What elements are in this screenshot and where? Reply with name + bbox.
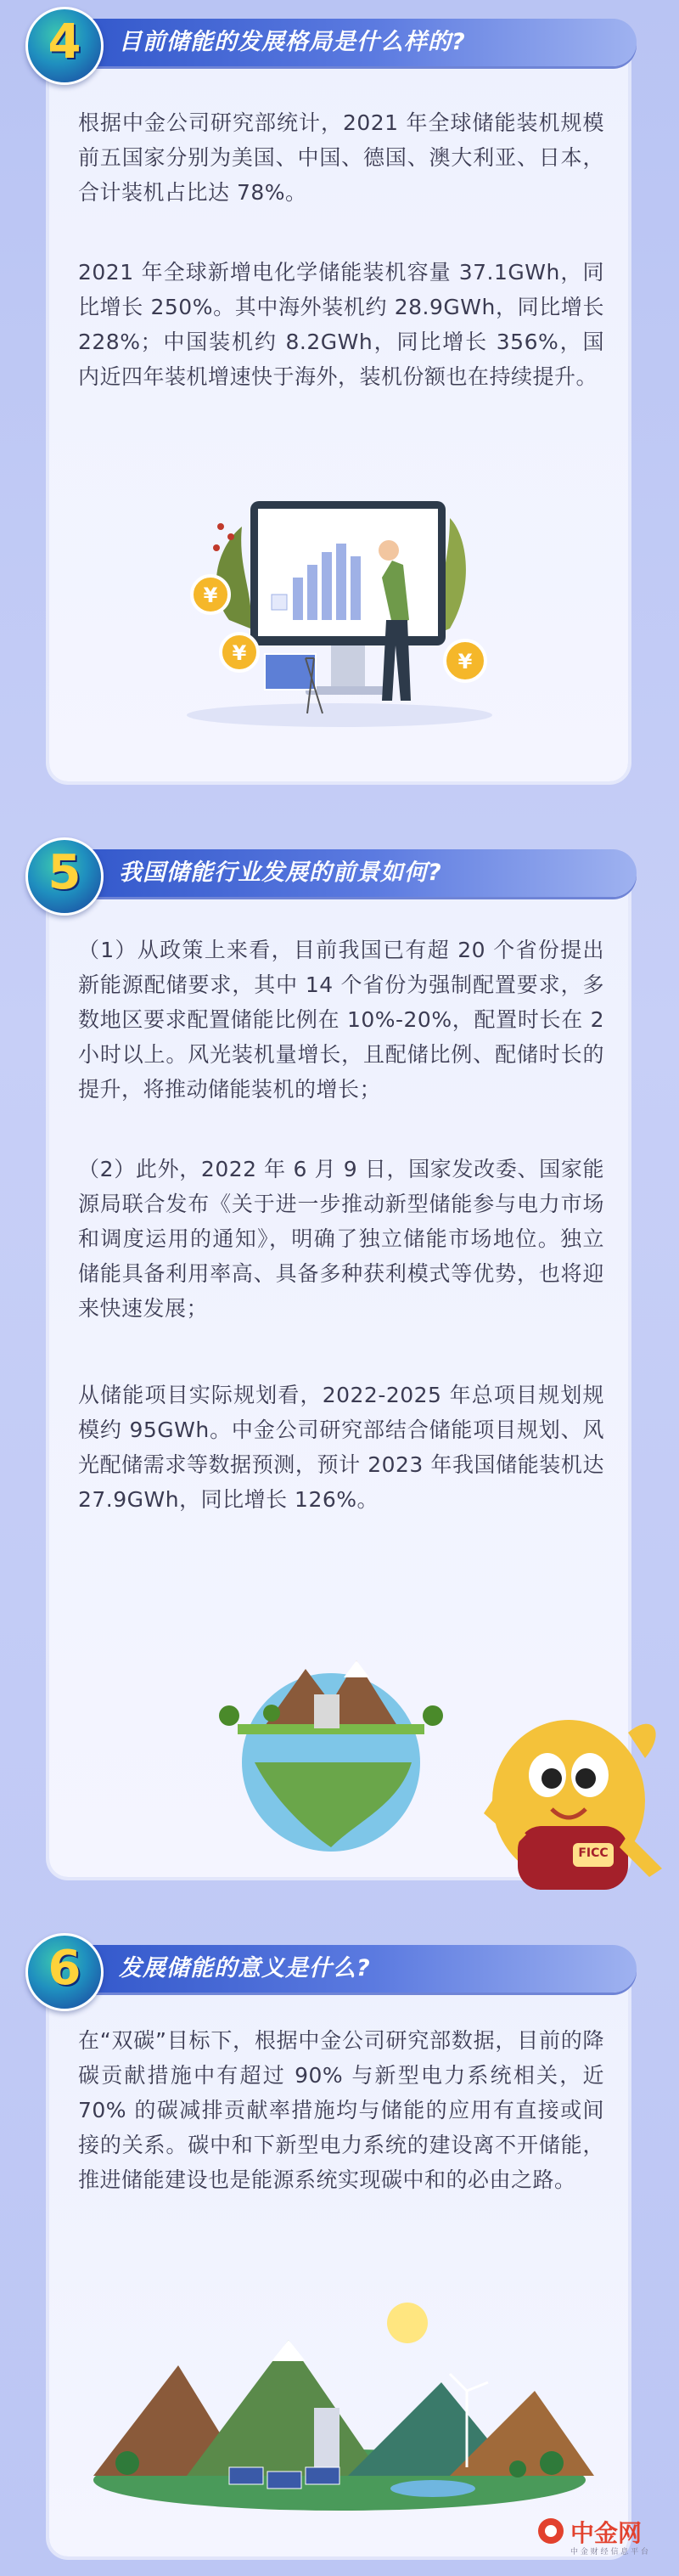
section-6-paragraph-1: 在“双碳”目标下，根据中金公司研究部数据，目前的降碳贡献措施中有超过 90% 与新型电力系统相关，近 70% 的碳减排贡献率措施均与储能的应用有直接或间接的关系。碳中和下新型电力系统的建设离不开储能，推进储能建设也是能源系统实现碳中和的必由之路。: [78, 2028, 604, 2192]
section-6-header: [51, 1945, 637, 1993]
mascot: [458, 1707, 671, 1902]
data-analysis-illustration: [170, 484, 509, 739]
coin-icon: [192, 576, 229, 613]
svg-text:¥: ¥: [232, 641, 247, 665]
section-6: [0, 1928, 679, 2576]
section-5-number-badge: [25, 837, 104, 916]
section-5-number: 5: [48, 845, 81, 900]
coin-icon: [445, 640, 485, 681]
green-energy-landscape-illustration: [76, 2289, 603, 2518]
brand-logo-subtext: 中 金 财 经 信 息 平 台: [570, 2548, 649, 2556]
section-4: [0, 0, 679, 790]
brand-logo-text: 中金网: [570, 2519, 643, 2547]
section-6-title: 发展储能的意义是什么?: [119, 1955, 371, 1981]
coin-icon: [221, 634, 258, 671]
section-4-paragraph-1: 根据中金公司研究部统计，2021 年全球储能装机规模前五国家分别为美国、中国、德国、澳大利亚、日本，合计装机占比达 78%。: [78, 110, 604, 205]
svg-text:¥: ¥: [457, 650, 473, 674]
section-5: [0, 832, 679, 1885]
section-4-number-badge: [25, 7, 104, 85]
section-4-paragraph-2: 2021 年全球新增电化学储能装机容量 37.1GWh，同比增长 250%。其中海外装机约 28.9GWh，同比增长 228%；中国装机约 8.2GWh，同比增长 356%，国内近四年装机增速快于海外，装机份额也在持续提升。: [78, 260, 604, 389]
brand-logo: [536, 2510, 664, 2561]
section-6-number: 6: [48, 1941, 81, 1996]
svg-text:¥: ¥: [203, 583, 218, 607]
section-6-number-badge: [25, 1933, 104, 2011]
mascot-badge-text: FICC: [578, 1846, 609, 1860]
section-4-title: 目前储能的发展格局是什么样的?: [119, 29, 466, 55]
section-5-paragraph-1: （1）从政策上来看，目前我国已有超 20 个省份提出新能源配储要求，其中 14 个省份为强制配置要求，多数地区要求配置储能比例在 10%-20%，配置时长在 2 小时以上。风光装机量增长，且配储比例、配储时长的提升，将推动储能装机的增长；: [78, 938, 604, 1102]
brand-logo-icon: [536, 2517, 565, 2545]
section-5-paragraph-3: 从储能项目实际规划看，2022-2025 年总项目规划规模约 95GWh。中金公司研究部结合储能项目规划、风光配储需求等数据预测，预计 2023 年我国储能装机达 27.9GWh，同比增长 126%。: [78, 1383, 604, 1512]
mascot-figure: [458, 1707, 671, 1902]
section-4-header: [51, 19, 637, 66]
section-5-paragraph-2: （2）此外，2022 年 6 月 9 日，国家发改委、国家能源局联合发布《关于进一步推动新型储能参与电力市场和调度运用的通知》，明确了独立储能市场地位。独立储能具备利用率高、具备多种获利模式等优势，也将迎来快速发展；: [78, 1157, 604, 1321]
eco-globe-illustration: [187, 1635, 475, 1856]
section-5-header: [51, 849, 637, 897]
section-4-number: 4: [48, 14, 81, 70]
section-5-title: 我国储能行业发展的前景如何?: [119, 860, 442, 886]
